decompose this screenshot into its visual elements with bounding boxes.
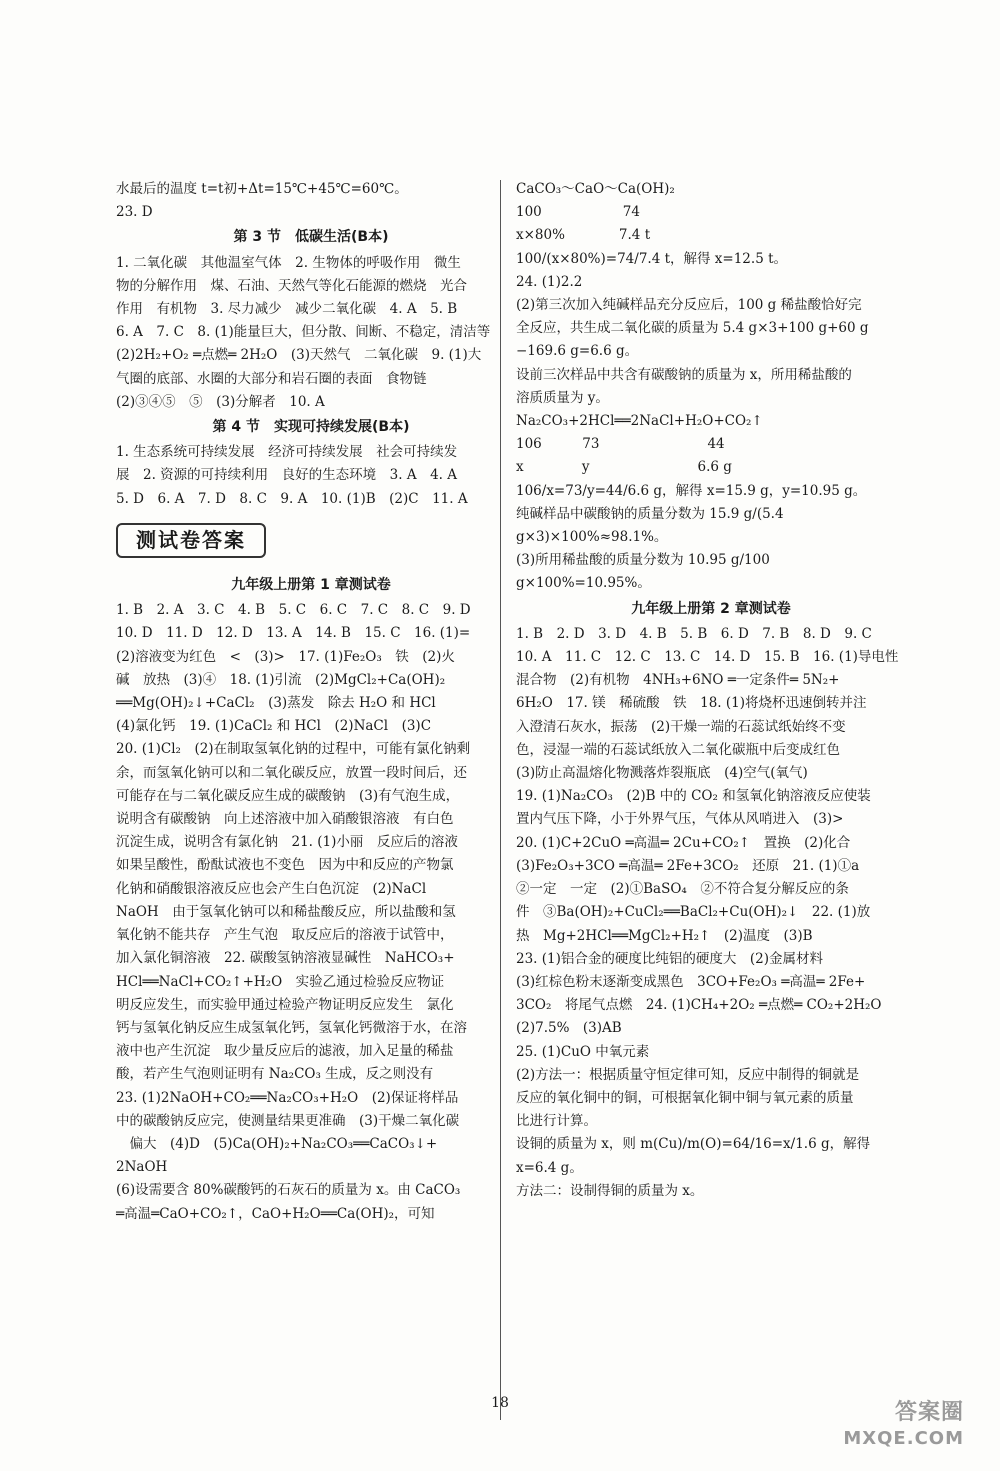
- text-line: 明反应发生，而实验甲通过检验产物证明反应发生 氯化: [116, 996, 454, 1013]
- text-line: 中的碳酸钠反应完，使测量结果更准确 (3)干燥二氧化碳: [116, 1112, 460, 1129]
- text-line: (4)氯化钙 19. (1)CaCl₂ 和 HCl (2)NaCl (3)C: [116, 718, 432, 735]
- section-4-title: 第 4 节 实现可持续发展(B本): [212, 419, 410, 436]
- text-line: 100/(x×80%)=74/7.4 t，解得 x=12.5 t。: [516, 250, 787, 267]
- text-line: 件 ③Ba(OH)₂+CuCl₂══BaCl₂+Cu(OH)₂↓ 22. (1)放: [516, 904, 871, 921]
- text-line: (2)③④⑤ ⑤ (3)分解者 10. A: [116, 393, 325, 410]
- text-line: 加入氯化铜溶液 22. 碳酸氢钠溶液显碱性 NaHCO₃+: [116, 950, 455, 967]
- text-line: (2)溶液变为红色 < (3)> 17. (1)Fe₂O₃ 铁 (2)火: [116, 648, 455, 665]
- text-line: 2NaOH: [116, 1159, 168, 1176]
- text-line: 20. (1)Cl₂ (2)在制取氢氧化钠的过程中，可能有氯化钠剩: [116, 741, 471, 758]
- text-line: 可能存在与二氧化碳反应生成的碳酸钠 (3)有气泡生成，: [116, 787, 460, 804]
- text-line: (2)7.5% (3)AB: [516, 1020, 622, 1037]
- text-line: (6)设需要含 80%碳酸钙的石灰石的质量为 x。由 CaCO₃: [116, 1182, 461, 1199]
- left-column: [116, 178, 506, 1226]
- text-line: 化钠和硝酸银溶液反应也会产生白色沉淀 (2)NaCl: [116, 880, 427, 897]
- text-line: 钙与氢氧化钠反应生成氢氧化钙，氢氧化钙微溶于水，在溶: [116, 1019, 467, 1036]
- text-line: (3)红棕色粉末逐渐变成黑色 3CO+Fe₂O₃ ═高温═ 2Fe+: [516, 973, 866, 990]
- watermark-text: 答案圈: [894, 1400, 964, 1425]
- text-line: 24. (1)2.2: [516, 273, 583, 290]
- text-line: 余，而氢氧化钠可以和二氧化碳反应，放置一段时间后，还: [116, 764, 467, 781]
- text-line: 比进行计算。: [516, 1113, 597, 1130]
- text-line: ══Mg(OH)₂↓+CaCl₂ (3)蒸发 除去 H₂O 和 HCl: [116, 695, 436, 712]
- text-line: CaCO₃～CaO～Ca(OH)₂: [516, 181, 675, 197]
- text-line: 1. B 2. A 3. C 4. B 5. C 6. C 7. C 8. C 9. D: [116, 602, 471, 619]
- text-line: Na₂CO₃+2HCl══2NaCl+H₂O+CO₂↑: [516, 413, 763, 430]
- text-line: 25. (1)CuO 中氧元素: [516, 1043, 650, 1060]
- text-line: 5. D 6. A 7. D 8. C 9. A 10. (1)B (2)C 11. A: [116, 490, 468, 507]
- column-divider: [500, 180, 501, 1420]
- text-line: 3CO₂ 将尾气点燃 24. (1)CH₄+2O₂ ═点燃═ CO₂+2H₂O: [516, 997, 882, 1014]
- text-line: 物的分解作用 煤、石油、天然气等化石能源的燃烧 光合: [116, 277, 467, 294]
- text-line: 色，浸湿一端的石蕊试纸放入二氧化碳瓶中后变成红色: [516, 741, 840, 758]
- text-line: (3)防止高温熔化物溅落炸裂瓶底 (4)空气(氧气): [516, 765, 808, 782]
- text-line: 10. A 11. C 12. C 13. C 14. D 15. B 16. (1)导电性: [516, 649, 899, 666]
- watermark-logo: [843, 1400, 964, 1452]
- text-line: 设铜的质量为 x，则 m(Cu)/m(O)=64/16=x/1.6 g，解得 x=6.4 g。: [516, 1136, 875, 1176]
- watermark-url: MXQE.COM: [843, 1428, 964, 1449]
- text-line: 入澄清石灰水，振荡 (2)干燥一端的石蕊试纸始终不变: [516, 718, 846, 735]
- text-line: NaOH 由于氢氧化钠可以和稀盐酸反应，所以盐酸和氢: [116, 903, 456, 920]
- text-line: 混合物 (2)有机物 4NH₃+6NO ═一定条件═ 5N₂+: [516, 672, 840, 689]
- text-line: 展 2. 资源的可持续利用 良好的生态环境 3. A 4. A: [116, 467, 458, 484]
- text-line: 106 73 44: [516, 436, 725, 453]
- text-line: 106/x=73/y=44/6.6 g，解得 x=15.9 g，y=10.95 g。: [516, 482, 867, 499]
- text-line: x y 6.6 g: [516, 459, 732, 476]
- page-number: 18: [491, 1395, 509, 1411]
- text-line: 100 74: [516, 204, 640, 221]
- text-line: 氧化钠不能共存 产生气泡 取反应后的溶液于试管中，: [116, 927, 454, 944]
- text-line: 19. (1)Na₂CO₃ (2)B 中的 CO₂ 和氢氧化钠溶液反应使装: [516, 788, 871, 805]
- right-column: [516, 178, 906, 1203]
- text-line: (3)Fe₂O₃+3CO ═高温═ 2Fe+3CO₂ 还原 21. (1)①a: [516, 857, 860, 874]
- text-line: (2)方法一：根据质量守恒定律可知，反应中制得的铜就是: [516, 1066, 860, 1083]
- text-line: x×80% 7.4 t: [516, 227, 651, 244]
- test-1-title: 九年级上册第 1 章测试卷: [231, 577, 391, 594]
- text-line: 1. 二氧化碳 其他温室气体 2. 生物体的呼吸作用 微生: [116, 254, 461, 271]
- text-line: 说明含有碳酸钠 向上述溶液中加入硝酸银溶液 有白色: [116, 811, 454, 828]
- text-line: HCl══NaCl+CO₂↑+H₂O 实验乙通过检验反应物证: [116, 973, 445, 990]
- text-line: 置内气压下降，小于外界气压，气体从风哨进入 (3)>: [516, 811, 844, 828]
- text-line: 水最后的温度 t=t初+Δt=15℃+45℃=60℃。: [116, 181, 408, 197]
- text-line: 碱 放热 (3)④ 18. (1)引流 (2)MgCl₂+Ca(OH)₂: [116, 671, 446, 688]
- text-line: (2)第三次加入纯碱样品充分反应后，100 g 稀盐酸恰好完: [516, 297, 862, 314]
- text-line: 酸，若产生气泡则证明有 Na₂CO₃ 生成，反之则没有: [116, 1066, 434, 1083]
- text-line: 23. (1)铝合金的硬度比纯铝的硬度大 (2)金属材料: [516, 950, 824, 967]
- text-line: 如果呈酸性，酚酞试液也不变色 因为中和反应的产物氯: [116, 857, 454, 874]
- text-line: −169.6 g=6.6 g。: [516, 343, 639, 360]
- text-line: ②一定 一定 (2)①BaSO₄ ②不符合复分解反应的条: [516, 881, 849, 898]
- text-line: (3)所用稀盐酸的质量分数为 10.95 g/100 g×100%=10.95%。: [516, 552, 775, 592]
- text-line: 全反应，共生成二氧化碳的质量为 5.4 g×3+100 g+60 g: [516, 320, 869, 337]
- text-line: ═高温═CaO+CO₂↑，CaO+H₂O══Ca(OH)₂，可知: [116, 1205, 435, 1222]
- text-line: 溶质质量为 y。: [516, 389, 609, 406]
- text-line: 沉淀生成，说明含有氯化钠 21. (1)小丽 反应后的溶液: [116, 834, 458, 851]
- text-line: 10. D 11. D 12. D 13. A 14. B 15. C 16. (1)=: [116, 625, 471, 642]
- text-line: 20. (1)C+2CuO ═高温═ 2Cu+CO₂↑ 置换 (2)化合: [516, 834, 851, 851]
- text-line: 偏大 (4)D (5)Ca(OH)₂+Na₂CO₃══CaCO₃↓+: [116, 1135, 438, 1152]
- test-2-title: 九年级上册第 2 章测试卷: [631, 600, 791, 617]
- text-line: 作用 有机物 3. 尽力减少 减少二氧化碳 4. A 5. B: [116, 301, 458, 318]
- text-line: 纯碱样品中碳酸钠的质量分数为 15.9 g/(5.4 g×3)×100%≈98.1%。: [516, 505, 788, 546]
- text-line: 23. (1)2NaOH+CO₂══Na₂CO₃+H₂O (2)保证将样品: [116, 1089, 459, 1106]
- section-3-title: 第 3 节 低碳生活(B本): [233, 229, 389, 246]
- text-line: 6H₂O 17. 镁 稀硫酸 铁 18. (1)将烧杯迅速倒转并注: [516, 695, 867, 712]
- text-line: 1. B 2. D 3. D 4. B 5. B 6. D 7. B 8. D 9. C: [516, 625, 872, 642]
- text-line: 气圈的底部、水圈的大部分和岩石圈的表面 食物链: [116, 370, 427, 387]
- test-answers-banner: 测试卷答案: [116, 523, 266, 558]
- text-line: 6. A 7. C 8. (1)能量巨大，但分散、间断、不稳定，清洁等: [116, 324, 491, 341]
- text-line: 热 Mg+2HCl══MgCl₂+H₂↑ (2)温度 (3)B: [516, 927, 813, 944]
- text-line: 反应的氧化铜中的铜，可根据氧化铜中铜与氧元素的质量: [516, 1089, 854, 1106]
- text-line: (2)2H₂+O₂ ═点燃═ 2H₂O (3)天然气 二氧化碳 9. (1)大: [116, 347, 482, 364]
- text-line: 设前三次样品中共含有碳酸钠的质量为 x，所用稀盐酸的: [516, 366, 852, 383]
- text-line: 方法二：设制得铜的质量为 x。: [516, 1182, 704, 1199]
- text-line: 23. D: [116, 204, 153, 221]
- text-line: 1. 生态系统可持续发展 经济可持续发展 社会可持续发: [116, 444, 458, 461]
- text-line: 液中也产生沉淀 取少量反应后的滤液，加入足量的稀盐: [116, 1043, 454, 1060]
